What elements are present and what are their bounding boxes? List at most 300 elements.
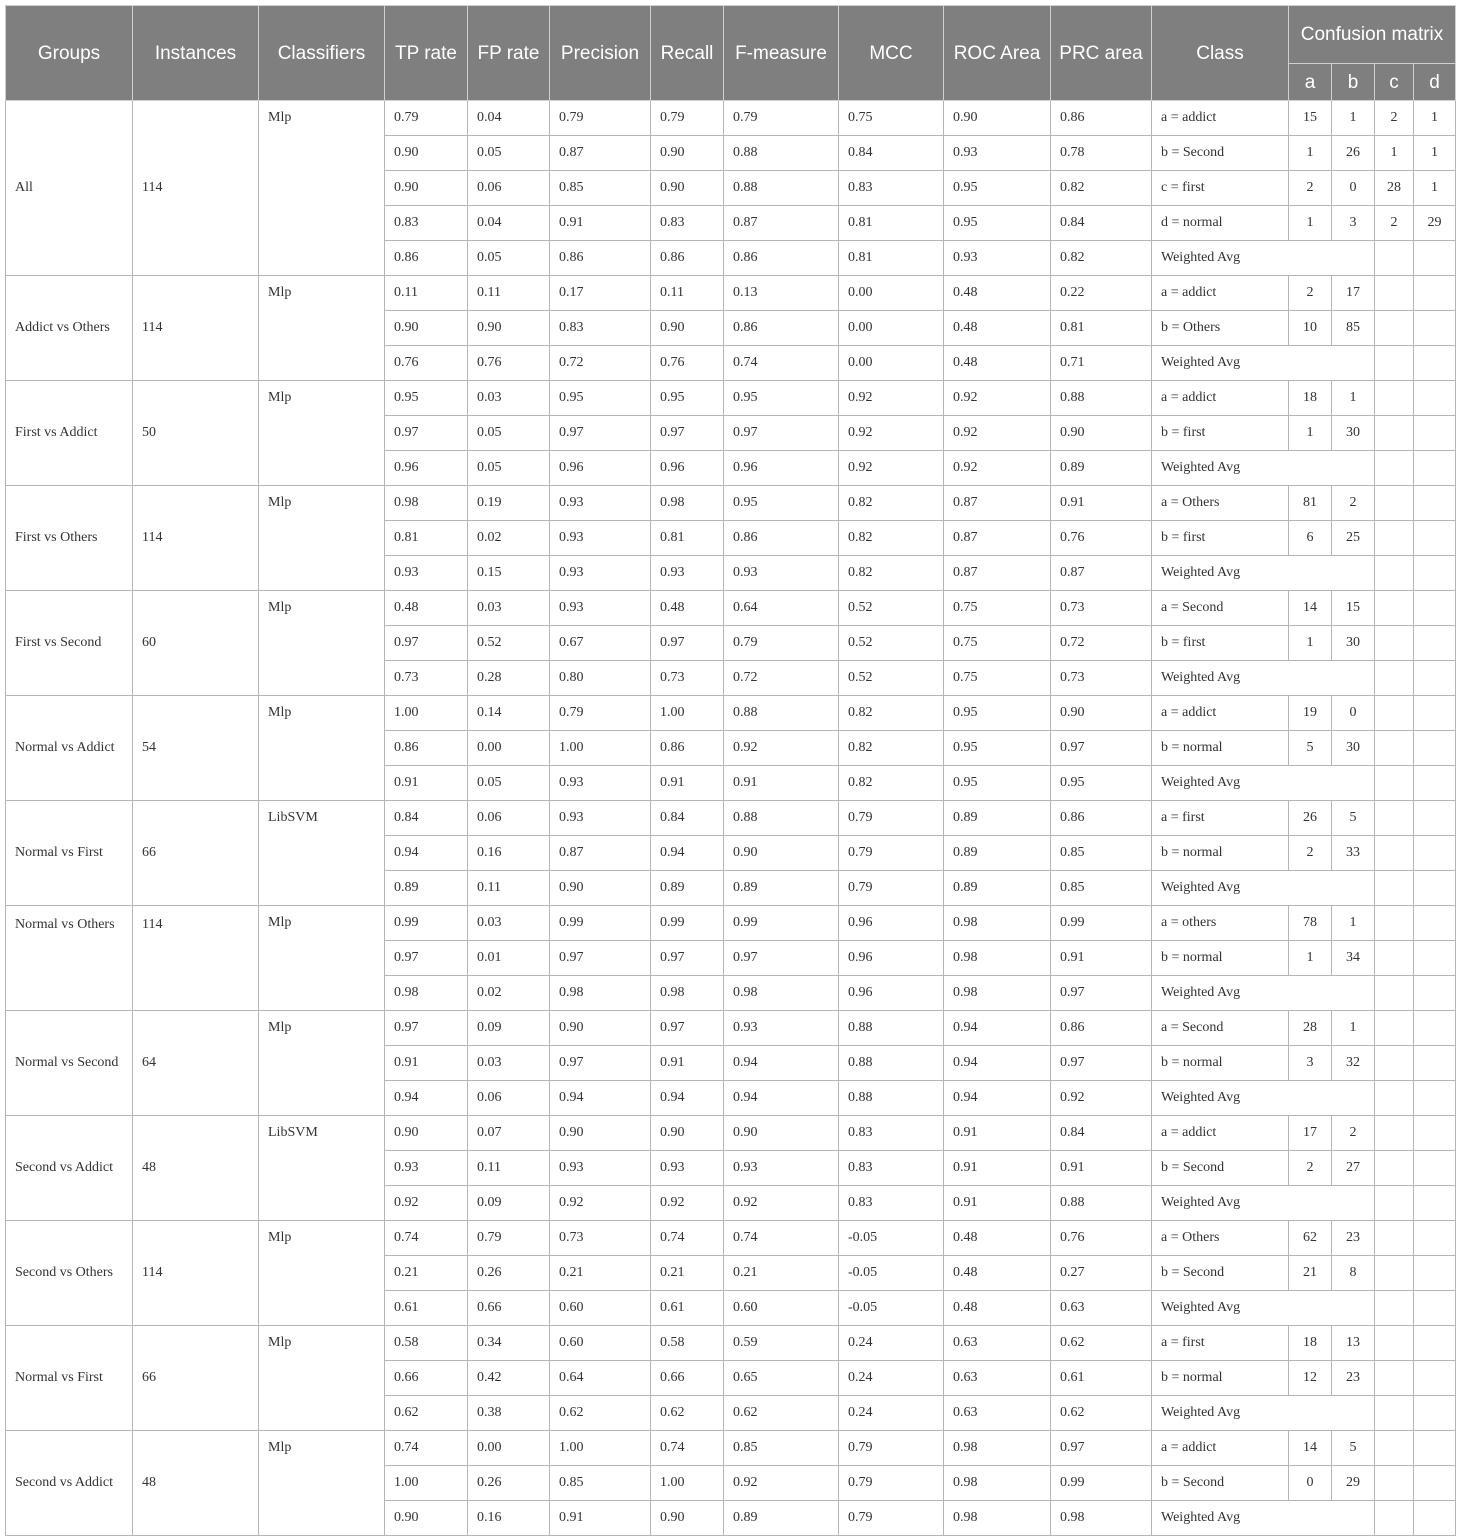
f-measure-cell: 0.96 bbox=[724, 451, 839, 486]
precision-cell: 0.60 bbox=[550, 1291, 651, 1326]
confusion-matrix-cell: 5 bbox=[1332, 1431, 1375, 1466]
instances-cell: 114 bbox=[133, 101, 259, 276]
recall-cell: 0.90 bbox=[651, 136, 724, 171]
instances-cell: 48 bbox=[133, 1116, 259, 1221]
class-cell: Weighted Avg bbox=[1152, 1081, 1375, 1116]
fp-rate-cell: 0.01 bbox=[468, 941, 550, 976]
table-row bbox=[6, 591, 1456, 626]
confusion-matrix-cell: 15 bbox=[1289, 101, 1332, 136]
tp-rate-cell: 0.90 bbox=[385, 1116, 468, 1151]
confusion-matrix-cell bbox=[1414, 381, 1456, 416]
fp-rate-cell: 0.05 bbox=[468, 136, 550, 171]
confusion-matrix-cell bbox=[1375, 1081, 1414, 1116]
prc-area-cell: 0.76 bbox=[1051, 521, 1152, 556]
fp-rate-cell: 0.34 bbox=[468, 1326, 550, 1361]
confusion-matrix-cell: 1 bbox=[1414, 136, 1456, 171]
confusion-matrix-cell: 17 bbox=[1289, 1116, 1332, 1151]
header-cm-c: c bbox=[1375, 64, 1414, 101]
tp-rate-cell: 0.98 bbox=[385, 976, 468, 1011]
mcc-cell: 0.96 bbox=[839, 941, 944, 976]
prc-area-cell: 0.61 bbox=[1051, 1361, 1152, 1396]
fp-rate-cell: 0.05 bbox=[468, 766, 550, 801]
group-name-cell: First vs Second bbox=[6, 591, 133, 696]
recall-cell: 0.97 bbox=[651, 416, 724, 451]
recall-cell: 0.86 bbox=[651, 731, 724, 766]
confusion-matrix-cell bbox=[1414, 1116, 1456, 1151]
group-name-cell: First vs Others bbox=[6, 486, 133, 591]
header-instances: Instances bbox=[133, 6, 259, 101]
confusion-matrix-cell bbox=[1375, 1256, 1414, 1291]
f-measure-cell: 0.93 bbox=[724, 556, 839, 591]
roc-area-cell: 0.94 bbox=[944, 1046, 1051, 1081]
fp-rate-cell: 0.04 bbox=[468, 101, 550, 136]
f-measure-cell: 0.65 bbox=[724, 1361, 839, 1396]
confusion-matrix-cell bbox=[1414, 836, 1456, 871]
f-measure-cell: 0.86 bbox=[724, 311, 839, 346]
mcc-cell: 0.82 bbox=[839, 486, 944, 521]
f-measure-cell: 0.74 bbox=[724, 346, 839, 381]
precision-cell: 0.21 bbox=[550, 1256, 651, 1291]
table-row bbox=[6, 1011, 1456, 1046]
roc-area-cell: 0.95 bbox=[944, 731, 1051, 766]
confusion-matrix-cell bbox=[1375, 1116, 1414, 1151]
class-cell: a = addict bbox=[1152, 1116, 1289, 1151]
confusion-matrix-cell bbox=[1375, 906, 1414, 941]
precision-cell: 0.85 bbox=[550, 171, 651, 206]
confusion-matrix-cell bbox=[1375, 1221, 1414, 1256]
header-confusion-matrix: Confusion matrix bbox=[1289, 6, 1456, 64]
mcc-cell: 0.82 bbox=[839, 731, 944, 766]
group-name-cell: Second vs Others bbox=[6, 1221, 133, 1326]
prc-area-cell: 0.85 bbox=[1051, 836, 1152, 871]
prc-area-cell: 0.72 bbox=[1051, 626, 1152, 661]
roc-area-cell: 0.48 bbox=[944, 1221, 1051, 1256]
fp-rate-cell: 0.03 bbox=[468, 591, 550, 626]
group-name-cell: Second vs Addict bbox=[6, 1116, 133, 1221]
fp-rate-cell: 0.90 bbox=[468, 311, 550, 346]
confusion-matrix-cell bbox=[1375, 626, 1414, 661]
header-roc-area: ROC Area bbox=[944, 6, 1051, 101]
table-row bbox=[6, 381, 1456, 416]
roc-area-cell: 0.75 bbox=[944, 591, 1051, 626]
header-prc-area: PRC area bbox=[1051, 6, 1152, 101]
precision-cell: 0.72 bbox=[550, 346, 651, 381]
confusion-matrix-cell bbox=[1375, 801, 1414, 836]
mcc-cell: 0.82 bbox=[839, 556, 944, 591]
confusion-matrix-cell: 14 bbox=[1289, 591, 1332, 626]
class-cell: Weighted Avg bbox=[1152, 661, 1375, 696]
confusion-matrix-cell bbox=[1414, 1081, 1456, 1116]
tp-rate-cell: 0.61 bbox=[385, 1291, 468, 1326]
recall-cell: 0.93 bbox=[651, 1151, 724, 1186]
fp-rate-cell: 0.11 bbox=[468, 871, 550, 906]
recall-cell: 0.21 bbox=[651, 1256, 724, 1291]
fp-rate-cell: 0.00 bbox=[468, 731, 550, 766]
confusion-matrix-cell bbox=[1414, 1011, 1456, 1046]
tp-rate-cell: 0.96 bbox=[385, 451, 468, 486]
tp-rate-cell: 0.76 bbox=[385, 346, 468, 381]
precision-cell: 0.87 bbox=[550, 136, 651, 171]
confusion-matrix-cell bbox=[1375, 1396, 1414, 1431]
prc-area-cell: 0.99 bbox=[1051, 1466, 1152, 1501]
confusion-matrix-cell bbox=[1375, 486, 1414, 521]
recall-cell: 0.58 bbox=[651, 1326, 724, 1361]
roc-area-cell: 0.89 bbox=[944, 801, 1051, 836]
prc-area-cell: 0.82 bbox=[1051, 241, 1152, 276]
prc-area-cell: 0.87 bbox=[1051, 556, 1152, 591]
prc-area-cell: 0.90 bbox=[1051, 696, 1152, 731]
f-measure-cell: 0.64 bbox=[724, 591, 839, 626]
fp-rate-cell: 0.28 bbox=[468, 661, 550, 696]
confusion-matrix-cell bbox=[1414, 486, 1456, 521]
confusion-matrix-cell bbox=[1375, 416, 1414, 451]
mcc-cell: 0.79 bbox=[839, 1466, 944, 1501]
header-cm-a: a bbox=[1289, 64, 1332, 101]
roc-area-cell: 0.63 bbox=[944, 1396, 1051, 1431]
prc-area-cell: 0.85 bbox=[1051, 871, 1152, 906]
mcc-cell: 0.92 bbox=[839, 451, 944, 486]
f-measure-cell: 0.21 bbox=[724, 1256, 839, 1291]
roc-area-cell: 0.87 bbox=[944, 556, 1051, 591]
recall-cell: 1.00 bbox=[651, 696, 724, 731]
confusion-matrix-cell: 30 bbox=[1332, 731, 1375, 766]
confusion-matrix-cell bbox=[1375, 346, 1414, 381]
confusion-matrix-cell: 14 bbox=[1289, 1431, 1332, 1466]
mcc-cell: 0.88 bbox=[839, 1011, 944, 1046]
fp-rate-cell: 0.16 bbox=[468, 1501, 550, 1536]
group-name-cell: Addict vs Others bbox=[6, 276, 133, 381]
confusion-matrix-cell bbox=[1414, 416, 1456, 451]
mcc-cell: 0.83 bbox=[839, 1116, 944, 1151]
recall-cell: 0.98 bbox=[651, 976, 724, 1011]
confusion-matrix-cell bbox=[1414, 661, 1456, 696]
confusion-matrix-cell bbox=[1375, 1151, 1414, 1186]
class-cell: Weighted Avg bbox=[1152, 976, 1375, 1011]
tp-rate-cell: 0.90 bbox=[385, 1501, 468, 1536]
mcc-cell: -0.05 bbox=[839, 1291, 944, 1326]
f-measure-cell: 0.93 bbox=[724, 1151, 839, 1186]
recall-cell: 0.74 bbox=[651, 1431, 724, 1466]
tp-rate-cell: 0.11 bbox=[385, 276, 468, 311]
f-measure-cell: 0.60 bbox=[724, 1291, 839, 1326]
table-row bbox=[6, 696, 1456, 731]
class-cell: Weighted Avg bbox=[1152, 1396, 1375, 1431]
class-cell: c = first bbox=[1152, 171, 1289, 206]
mcc-cell: 0.00 bbox=[839, 276, 944, 311]
confusion-matrix-cell: 1 bbox=[1289, 136, 1332, 171]
mcc-cell: 0.92 bbox=[839, 381, 944, 416]
class-cell: b = Second bbox=[1152, 136, 1289, 171]
classifier-cell: Mlp bbox=[259, 696, 385, 801]
confusion-matrix-cell bbox=[1375, 1046, 1414, 1081]
fp-rate-cell: 0.79 bbox=[468, 1221, 550, 1256]
confusion-matrix-cell: 2 bbox=[1375, 206, 1414, 241]
precision-cell: 0.93 bbox=[550, 1151, 651, 1186]
class-cell: b = Second bbox=[1152, 1151, 1289, 1186]
confusion-matrix-cell bbox=[1414, 1431, 1456, 1466]
confusion-matrix-cell bbox=[1414, 1221, 1456, 1256]
confusion-matrix-cell bbox=[1375, 591, 1414, 626]
mcc-cell: 0.96 bbox=[839, 906, 944, 941]
precision-cell: 0.98 bbox=[550, 976, 651, 1011]
tp-rate-cell: 1.00 bbox=[385, 696, 468, 731]
confusion-matrix-cell: 1 bbox=[1414, 101, 1456, 136]
recall-cell: 0.90 bbox=[651, 171, 724, 206]
class-cell: Weighted Avg bbox=[1152, 1186, 1375, 1221]
confusion-matrix-cell: 29 bbox=[1332, 1466, 1375, 1501]
prc-area-cell: 0.97 bbox=[1051, 1046, 1152, 1081]
f-measure-cell: 0.94 bbox=[724, 1081, 839, 1116]
roc-area-cell: 0.95 bbox=[944, 171, 1051, 206]
mcc-cell: 0.24 bbox=[839, 1396, 944, 1431]
mcc-cell: 0.79 bbox=[839, 1501, 944, 1536]
precision-cell: 0.87 bbox=[550, 836, 651, 871]
recall-cell: 0.98 bbox=[651, 486, 724, 521]
confusion-matrix-cell bbox=[1375, 976, 1414, 1011]
group-name-cell: Normal vs First bbox=[6, 1326, 133, 1431]
confusion-matrix-cell bbox=[1414, 941, 1456, 976]
instances-cell: 60 bbox=[133, 591, 259, 696]
recall-cell: 0.11 bbox=[651, 276, 724, 311]
results-table-body bbox=[6, 101, 1456, 1536]
precision-cell: 0.83 bbox=[550, 311, 651, 346]
confusion-matrix-cell: 1 bbox=[1289, 416, 1332, 451]
prc-area-cell: 0.63 bbox=[1051, 1291, 1152, 1326]
fp-rate-cell: 0.02 bbox=[468, 521, 550, 556]
confusion-matrix-cell: 32 bbox=[1332, 1046, 1375, 1081]
confusion-matrix-cell: 23 bbox=[1332, 1361, 1375, 1396]
confusion-matrix-cell: 15 bbox=[1332, 591, 1375, 626]
recall-cell: 0.62 bbox=[651, 1396, 724, 1431]
precision-cell: 0.95 bbox=[550, 381, 651, 416]
recall-cell: 0.73 bbox=[651, 661, 724, 696]
recall-cell: 0.90 bbox=[651, 311, 724, 346]
class-cell: b = normal bbox=[1152, 941, 1289, 976]
tp-rate-cell: 0.81 bbox=[385, 521, 468, 556]
prc-area-cell: 0.73 bbox=[1051, 661, 1152, 696]
recall-cell: 0.92 bbox=[651, 1186, 724, 1221]
confusion-matrix-cell: 0 bbox=[1332, 171, 1375, 206]
confusion-matrix-cell bbox=[1414, 731, 1456, 766]
f-measure-cell: 0.97 bbox=[724, 941, 839, 976]
class-cell: b = Second bbox=[1152, 1466, 1289, 1501]
tp-rate-cell: 0.90 bbox=[385, 311, 468, 346]
header-groups: Groups bbox=[6, 6, 133, 101]
confusion-matrix-cell: 0 bbox=[1289, 1466, 1332, 1501]
f-measure-cell: 0.79 bbox=[724, 626, 839, 661]
confusion-matrix-cell: 18 bbox=[1289, 381, 1332, 416]
precision-cell: 0.67 bbox=[550, 626, 651, 661]
confusion-matrix-cell: 26 bbox=[1332, 136, 1375, 171]
f-measure-cell: 0.86 bbox=[724, 521, 839, 556]
f-measure-cell: 0.93 bbox=[724, 1011, 839, 1046]
confusion-matrix-cell bbox=[1414, 871, 1456, 906]
confusion-matrix-cell: 19 bbox=[1289, 696, 1332, 731]
roc-area-cell: 0.91 bbox=[944, 1186, 1051, 1221]
f-measure-cell: 0.94 bbox=[724, 1046, 839, 1081]
roc-area-cell: 0.98 bbox=[944, 941, 1051, 976]
confusion-matrix-cell bbox=[1375, 241, 1414, 276]
fp-rate-cell: 0.06 bbox=[468, 801, 550, 836]
recall-cell: 0.91 bbox=[651, 766, 724, 801]
precision-cell: 0.92 bbox=[550, 1186, 651, 1221]
confusion-matrix-cell: 5 bbox=[1289, 731, 1332, 766]
precision-cell: 0.17 bbox=[550, 276, 651, 311]
confusion-matrix-cell bbox=[1414, 241, 1456, 276]
confusion-matrix-cell bbox=[1375, 836, 1414, 871]
instances-cell: 50 bbox=[133, 381, 259, 486]
tp-rate-cell: 0.97 bbox=[385, 941, 468, 976]
tp-rate-cell: 0.99 bbox=[385, 906, 468, 941]
f-measure-cell: 0.89 bbox=[724, 1501, 839, 1536]
tp-rate-cell: 0.90 bbox=[385, 171, 468, 206]
classifier-cell: Mlp bbox=[259, 1011, 385, 1116]
tp-rate-cell: 0.89 bbox=[385, 871, 468, 906]
instances-cell: 114 bbox=[133, 486, 259, 591]
prc-area-cell: 0.78 bbox=[1051, 136, 1152, 171]
roc-area-cell: 0.89 bbox=[944, 836, 1051, 871]
class-cell: b = first bbox=[1152, 416, 1289, 451]
group-name-cell: Normal vs Others bbox=[6, 906, 133, 1011]
instances-cell: 114 bbox=[133, 1221, 259, 1326]
classifier-cell: LibSVM bbox=[259, 1116, 385, 1221]
fp-rate-cell: 0.16 bbox=[468, 836, 550, 871]
confusion-matrix-cell: 21 bbox=[1289, 1256, 1332, 1291]
f-measure-cell: 0.90 bbox=[724, 836, 839, 871]
mcc-cell: 0.83 bbox=[839, 171, 944, 206]
roc-area-cell: 0.91 bbox=[944, 1116, 1051, 1151]
roc-area-cell: 0.87 bbox=[944, 486, 1051, 521]
f-measure-cell: 0.88 bbox=[724, 801, 839, 836]
tp-rate-cell: 0.92 bbox=[385, 1186, 468, 1221]
roc-area-cell: 0.48 bbox=[944, 276, 1051, 311]
classifier-results-table bbox=[5, 5, 1456, 1536]
tp-rate-cell: 0.91 bbox=[385, 1046, 468, 1081]
recall-cell: 0.79 bbox=[651, 101, 724, 136]
tp-rate-cell: 0.97 bbox=[385, 626, 468, 661]
roc-area-cell: 0.92 bbox=[944, 381, 1051, 416]
confusion-matrix-cell bbox=[1375, 941, 1414, 976]
f-measure-cell: 0.97 bbox=[724, 416, 839, 451]
prc-area-cell: 0.97 bbox=[1051, 976, 1152, 1011]
roc-area-cell: 0.98 bbox=[944, 976, 1051, 1011]
confusion-matrix-cell bbox=[1414, 556, 1456, 591]
confusion-matrix-cell: 34 bbox=[1332, 941, 1375, 976]
roc-area-cell: 0.90 bbox=[944, 101, 1051, 136]
precision-cell: 0.93 bbox=[550, 766, 651, 801]
confusion-matrix-cell bbox=[1375, 1466, 1414, 1501]
tp-rate-cell: 0.62 bbox=[385, 1396, 468, 1431]
confusion-matrix-cell bbox=[1375, 556, 1414, 591]
recall-cell: 0.96 bbox=[651, 451, 724, 486]
recall-cell: 0.90 bbox=[651, 1116, 724, 1151]
fp-rate-cell: 0.26 bbox=[468, 1256, 550, 1291]
recall-cell: 0.66 bbox=[651, 1361, 724, 1396]
tp-rate-cell: 0.48 bbox=[385, 591, 468, 626]
recall-cell: 0.99 bbox=[651, 906, 724, 941]
precision-cell: 0.93 bbox=[550, 521, 651, 556]
confusion-matrix-cell: 2 bbox=[1332, 486, 1375, 521]
fp-rate-cell: 0.19 bbox=[468, 486, 550, 521]
prc-area-cell: 0.73 bbox=[1051, 591, 1152, 626]
f-measure-cell: 0.72 bbox=[724, 661, 839, 696]
mcc-cell: 0.82 bbox=[839, 521, 944, 556]
roc-area-cell: 0.98 bbox=[944, 1431, 1051, 1466]
recall-cell: 0.86 bbox=[651, 241, 724, 276]
header-fp-rate: FP rate bbox=[468, 6, 550, 101]
fp-rate-cell: 0.11 bbox=[468, 1151, 550, 1186]
recall-cell: 0.76 bbox=[651, 346, 724, 381]
mcc-cell: 0.52 bbox=[839, 591, 944, 626]
confusion-matrix-cell: 1 bbox=[1332, 101, 1375, 136]
recall-cell: 0.83 bbox=[651, 206, 724, 241]
f-measure-cell: 0.95 bbox=[724, 381, 839, 416]
f-measure-cell: 0.92 bbox=[724, 731, 839, 766]
class-cell: Weighted Avg bbox=[1152, 766, 1375, 801]
fp-rate-cell: 0.06 bbox=[468, 171, 550, 206]
fp-rate-cell: 0.15 bbox=[468, 556, 550, 591]
recall-cell: 0.61 bbox=[651, 1291, 724, 1326]
precision-cell: 1.00 bbox=[550, 731, 651, 766]
class-cell: b = normal bbox=[1152, 1361, 1289, 1396]
precision-cell: 0.91 bbox=[550, 1501, 651, 1536]
mcc-cell: 0.82 bbox=[839, 766, 944, 801]
confusion-matrix-cell: 81 bbox=[1289, 486, 1332, 521]
f-measure-cell: 0.13 bbox=[724, 276, 839, 311]
class-cell: b = Second bbox=[1152, 1256, 1289, 1291]
confusion-matrix-cell bbox=[1375, 451, 1414, 486]
recall-cell: 0.97 bbox=[651, 626, 724, 661]
fp-rate-cell: 0.11 bbox=[468, 276, 550, 311]
group-name-cell: Normal vs Second bbox=[6, 1011, 133, 1116]
mcc-cell: 0.88 bbox=[839, 1046, 944, 1081]
class-cell: a = addict bbox=[1152, 276, 1289, 311]
classifier-cell: Mlp bbox=[259, 486, 385, 591]
class-cell: a = Others bbox=[1152, 486, 1289, 521]
confusion-matrix-cell: 5 bbox=[1332, 801, 1375, 836]
precision-cell: 0.79 bbox=[550, 696, 651, 731]
mcc-cell: 0.00 bbox=[839, 346, 944, 381]
recall-cell: 1.00 bbox=[651, 1466, 724, 1501]
header-f-measure: F-measure bbox=[724, 6, 839, 101]
confusion-matrix-cell bbox=[1375, 1326, 1414, 1361]
precision-cell: 0.91 bbox=[550, 206, 651, 241]
f-measure-cell: 0.79 bbox=[724, 101, 839, 136]
prc-area-cell: 0.91 bbox=[1051, 486, 1152, 521]
fp-rate-cell: 0.00 bbox=[468, 1431, 550, 1466]
table-row bbox=[6, 486, 1456, 521]
precision-cell: 0.80 bbox=[550, 661, 651, 696]
class-cell: Weighted Avg bbox=[1152, 1291, 1375, 1326]
classifier-cell: Mlp bbox=[259, 381, 385, 486]
roc-area-cell: 0.93 bbox=[944, 136, 1051, 171]
class-cell: a = addict bbox=[1152, 696, 1289, 731]
fp-rate-cell: 0.38 bbox=[468, 1396, 550, 1431]
roc-area-cell: 0.95 bbox=[944, 696, 1051, 731]
prc-area-cell: 0.84 bbox=[1051, 1116, 1152, 1151]
confusion-matrix-cell: 1 bbox=[1332, 381, 1375, 416]
mcc-cell: 0.52 bbox=[839, 661, 944, 696]
tp-rate-cell: 0.93 bbox=[385, 556, 468, 591]
confusion-matrix-cell: 28 bbox=[1289, 1011, 1332, 1046]
f-measure-cell: 0.98 bbox=[724, 976, 839, 1011]
confusion-matrix-cell: 1 bbox=[1332, 1011, 1375, 1046]
recall-cell: 0.91 bbox=[651, 1046, 724, 1081]
confusion-matrix-cell bbox=[1414, 906, 1456, 941]
mcc-cell: 0.00 bbox=[839, 311, 944, 346]
tp-rate-cell: 0.74 bbox=[385, 1221, 468, 1256]
roc-area-cell: 0.94 bbox=[944, 1081, 1051, 1116]
